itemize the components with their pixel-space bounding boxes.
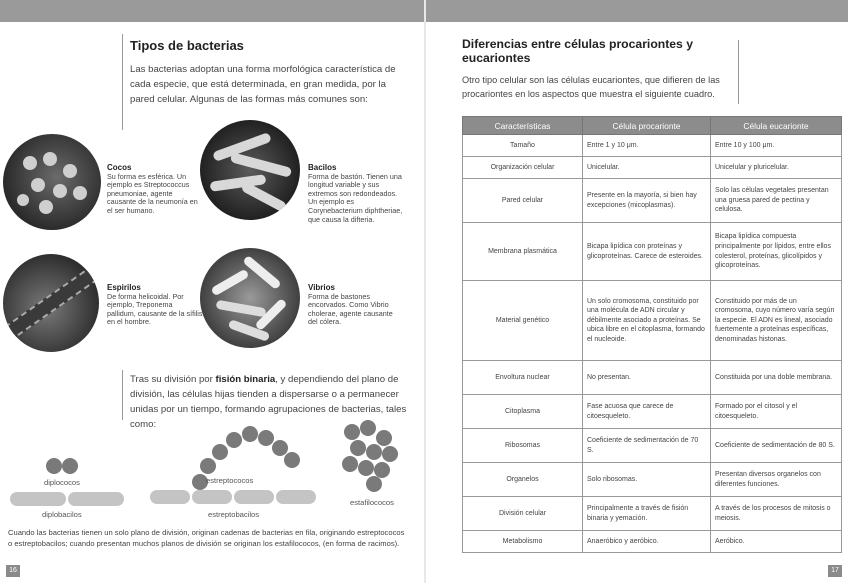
estreptobacilo-rod [192, 490, 232, 504]
estafilococo-ball [366, 444, 382, 460]
table-header-row [463, 117, 842, 135]
estafilococo-ball [358, 460, 374, 476]
procarionte-cell: Entre 1 y 10 μm. [583, 135, 711, 157]
estafilococo-ball [350, 440, 366, 456]
eucarionte-cell: Constituido por más de un cromosoma, cuyo número varía según la especie. El ADN es lineal, asociado fuertemente a proteínas específicas, denominadas histonas. [711, 281, 842, 361]
estreptococo-ball [200, 458, 216, 474]
cocos-description: Cocos Su forma es esférica. Un ejemplo es Streptococcus pneumoniae, agente causante de la neumonía en el ser humano. [107, 163, 198, 215]
estreptobacilos-label: estreptobacilos [208, 510, 260, 519]
procarionte-cell: Solo ribosomas. [583, 463, 711, 497]
eucarionte-cell: Unicelular y pluricelular. [711, 157, 842, 179]
table-row [463, 463, 842, 497]
diplobacilo-rod [10, 492, 66, 506]
estreptobacilo-rod [234, 490, 274, 504]
table-row [463, 135, 842, 157]
procarionte-cell: Coeficiente de sedimentación de 70 S. [583, 429, 711, 463]
feature-cell: Material genético [463, 281, 583, 361]
page-number: 16 [6, 565, 20, 577]
left-page [0, 22, 424, 583]
diplobacilos-label: diplobacilos [42, 510, 82, 519]
estreptococo-ball [284, 452, 300, 468]
estafilococo-ball [344, 424, 360, 440]
header-cell: Célula procarionte [583, 117, 711, 135]
vibrios-image [200, 248, 300, 348]
diplococo-ball [62, 458, 78, 474]
procarionte-cell: Principalmente a través de fisión binaria y yemación. [583, 497, 711, 531]
procarionte-cell: Bicapa lipídica con proteínas y glicoproteínas. Carece de esteroides. [583, 223, 711, 281]
estafilococo-ball [342, 456, 358, 472]
eucarionte-cell: A través de los procesos de mitosis o meiosis. [711, 497, 842, 531]
table-row [463, 531, 842, 553]
vibrios-description: Vibrios Forma de bastones encorvados. Como Vibrio cholerae, agente causante del cólera. [308, 283, 393, 327]
procarionte-cell: Fase acuosa que carece de citoesqueleto. [583, 395, 711, 429]
estreptococo-ball [258, 430, 274, 446]
diplococos-label: diplococos [44, 478, 80, 487]
espirilos-image [3, 254, 99, 352]
estafilococos-label: estafilococos [350, 498, 394, 507]
feature-cell: Metabolismo [463, 531, 583, 553]
table-row [463, 361, 842, 395]
feature-cell: Tamaño [463, 135, 583, 157]
table-row [463, 429, 842, 463]
feature-cell: Ribosomas [463, 429, 583, 463]
estafilococo-ball [360, 420, 376, 436]
eucarionte-cell: Entre 10 y 100 μm. [711, 135, 842, 157]
bottom-paragraph: Cuando las bacterias tienen un solo plano de división, originan cadenas de bacterias en fila, originando estreptococos o estreptobacilos; cuando presentan muchos planos de división se originan los estafilococos, (en forma de racimos). [8, 528, 405, 548]
table-row [463, 223, 842, 281]
header-bar-right [426, 0, 848, 22]
eucarionte-cell: Coeficiente de sedimentación de 80 S. [711, 429, 842, 463]
comparison-table [462, 116, 842, 553]
feature-cell: Citoplasma [463, 395, 583, 429]
title-rule [122, 34, 123, 130]
procarionte-cell: No presentan. [583, 361, 711, 395]
header-cell: Características [463, 117, 583, 135]
procarionte-cell: Unicelular. [583, 157, 711, 179]
feature-cell: Envoltura nuclear [463, 361, 583, 395]
page-number: 17 [828, 565, 842, 577]
estreptococo-ball [212, 444, 228, 460]
estreptococo-ball [242, 426, 258, 442]
page-title: Tipos de bacterias [130, 38, 244, 53]
estreptococo-ball [226, 432, 242, 448]
fision-rule [122, 370, 123, 420]
estreptococos-label: estreptococos [206, 476, 254, 485]
table-row [463, 395, 842, 429]
eucarionte-cell: Bicapa lipídica compuesta principalmente por lípidos, entre ellos colesterol, proteínas, glicolípidos y glicoproteínas. [711, 223, 842, 281]
page-title: Diferencias entre células procariontes y eucariontes [462, 37, 693, 65]
estafilococo-ball [376, 430, 392, 446]
estafilococo-ball [366, 476, 382, 492]
intro-paragraph: Las bacterias adoptan una forma morfológica característica de cada especie, que está determinada, en gran medida, por la pared celular. Algunas de las formas más comunes son: [130, 64, 396, 105]
table-row [463, 497, 842, 531]
header-bar-left [0, 0, 424, 22]
estreptobacilo-rod [150, 490, 190, 504]
eucarionte-cell: Formado por el citosol y el citoesqueleto. [711, 395, 842, 429]
procarionte-cell: Anaeróbico y aeróbico. [583, 531, 711, 553]
fision-paragraph: Tras su división por fisión binaria, y dependiendo del plano de división, las células hijas tienden a dispersarse o a permanecer unidas por un tiempo, formando agrupaciones de bacterias, tales como: [130, 374, 407, 430]
eucarionte-cell: Aeróbico. [711, 531, 842, 553]
feature-cell: Pared celular [463, 179, 583, 223]
feature-cell: Organización celular [463, 157, 583, 179]
table-row [463, 281, 842, 361]
diplococo-ball [46, 458, 62, 474]
intro-paragraph: Otro tipo celular son las células eucariontes, que difieren de las procariontes en los aspectos que muestra el siguiente cuadro. [462, 75, 720, 99]
right-page [426, 22, 848, 583]
eucarionte-cell: Presentan diversos organelos con diferentes funciones. [711, 463, 842, 497]
eucarionte-cell: Solo las células vegetales presentan una gruesa pared de pectina y celulosa. [711, 179, 842, 223]
header-cell: Célula eucarionte [711, 117, 842, 135]
bacilos-description: Bacilos Forma de bastón. Tienen una longitud variable y sus extremos son redondeados. Un ejemplo es Corynebacterium diphtheriae, que causa la difteria. [308, 163, 403, 224]
bacilos-image [200, 120, 300, 220]
feature-cell: División celular [463, 497, 583, 531]
espirilos-description: Espirilos De forma helicoidal. Por ejemplo, Treponema pallidum, causante de la sífilis en el hombre. [107, 283, 203, 327]
feature-cell: Membrana plasmática [463, 223, 583, 281]
procarionte-cell: Presente en la mayoría, si bien hay excepciones (micoplasmas). [583, 179, 711, 223]
diplobacilo-rod [68, 492, 124, 506]
feature-cell: Organelos [463, 463, 583, 497]
estafilococo-ball [382, 446, 398, 462]
eucarionte-cell: Constituida por una doble membrana. [711, 361, 842, 395]
procarionte-cell: Un solo cromosoma, constituido por una molécula de ADN circular y débilmente asociado a proteínas. Se ubica libre en el citoplasma, formando el nucleoide. [583, 281, 711, 361]
table-row [463, 179, 842, 223]
table-row [463, 157, 842, 179]
estreptobacilo-rod [276, 490, 316, 504]
cocos-image [3, 134, 101, 230]
